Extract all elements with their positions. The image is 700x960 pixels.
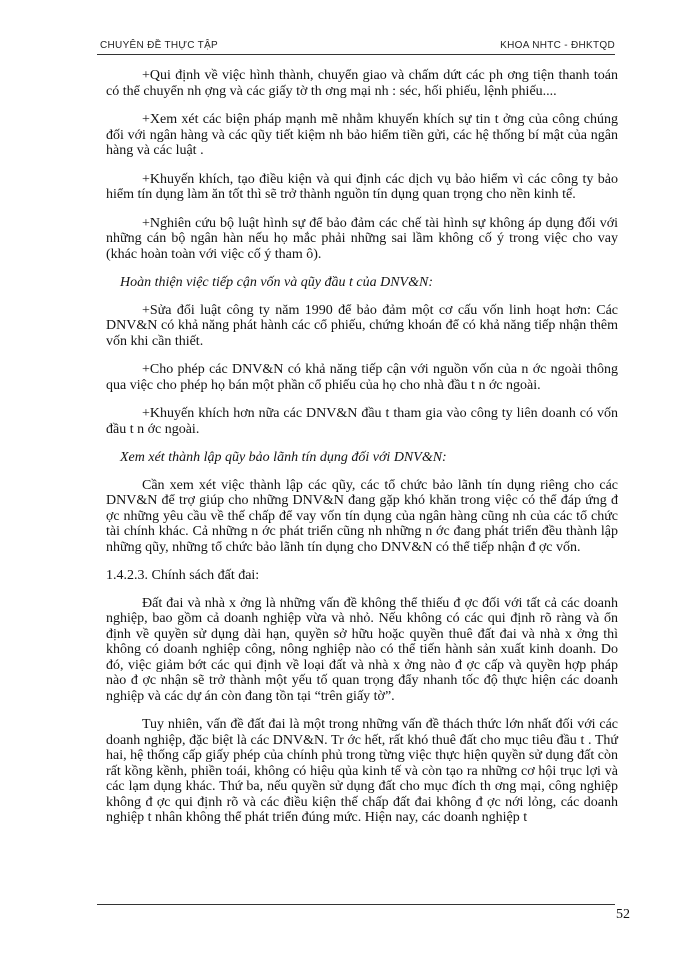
paragraph: Đất đai và nhà x ởng là những vấn đề không thể thiếu đ ợc đối với tất cả các doanh nghiệp, bao gồm cả doanh nghiệp vừa và nhỏ. Nếu không có các qui định rõ ràng và ổn định về quyền sử dụng dài hạn, quyền sở hữu hoặc quyền thuê đất đai và nhà x ởng thì không có doanh nghiệp công, nông nghiệp nào có thể tiến hành sản xuất kinh doanh. Do đó, việc giảm bớt các qui định về loại đất và nhà x ởng nào đ ợc cấp và quyền hợp pháp nào đ ợc nhận sẽ trở thành một yếu tố quan trọng đẩy nhanh tốc độ thực hiện các doanh nghiệp và các dự án còn đang tồn tại “trên giấy tờ”. bbox=[106, 595, 618, 704]
page-header bbox=[97, 36, 615, 55]
page-number: 52 bbox=[616, 907, 630, 922]
paragraph: Cần xem xét việc thành lập các qũy, các tổ chức bảo lãnh tín dụng riêng cho các DNV&N để trợ giúp cho những DNV&N đang gặp khó khăn trong việc có thể đáp ứng đ ợc những yêu cầu về thế chấp để vay vốn tín dụng của ngân hàng cũng nh của các tổ chức tài chính khác. Cả những n ớc phát triển cũng nh những n ớc đang phát triển đều thành lập những qũy, những tổ chức bảo lãnh tín dụng cho DNV&N có thể tiếp nhận đ ợc vốn. bbox=[106, 477, 618, 555]
italic-subheading: Hoàn thiện việc tiếp cận vốn và qũy đầu t của DNV&N: bbox=[120, 275, 433, 290]
document-body bbox=[106, 68, 618, 839]
paragraph: +Xem xét các biện pháp mạnh mẽ nhằm khuyến khích sự tin t ởng của công chúng đối với ngân hàng và các qũy tiết kiệm nh bảo hiểm tiền gửi, các hệ thống bí mật của ngân hàng và các luật . bbox=[106, 112, 618, 158]
paragraph: +Sửa đổi luật công ty năm 1990 để bảo đảm một cơ cấu vốn linh hoạt hơn: Các DNV&N có khả năng phát hành các cổ phiếu, chứng khoán để có khả năng tiếp nhận thêm vốn khi cần thiết. bbox=[106, 302, 618, 349]
paragraph: +Khuyến khích hơn nữa các DNV&N đầu t tham gia vào công ty liên doanh có vốn đầu t n ớc ngoài. bbox=[106, 406, 618, 437]
paragraph: Tuy nhiên, vấn đề đất đai là một trong những vấn đề thách thức lớn nhất đối với các doanh nghiệp, đặc biệt là các DNV&N. Tr ớc hết, rất khó thuê đất cho mục tiêu đầu t . Thứ hai, hệ thống cấp giấy phép của chính phủ trong từng việc thực hiện quyền sử dụng đất còn rất kồng kềnh, phiền toái, không có hiệu qủa kinh tế và còn tạo ra những cơ hội trục lợi và các lạm dụng khác. Thứ ba, nếu quyền sử dụng đất cho mục đích th ơng mại, công nghiệp không đ ợc qui định rõ và các điều kiện thế chấp đất đai không đ ợc nới lỏng, các doanh nghiệp t nhân không thể phát triển đúng mức. Hiện nay, các doanh nghiệp t bbox=[106, 717, 618, 825]
header-left-title: CHUYÊN ĐỀ THỰC TẬP bbox=[100, 40, 219, 51]
italic-subheading: Xem xét thành lập qũy bảo lãnh tín dụng đối với DNV&N: bbox=[120, 450, 447, 465]
footer-divider bbox=[97, 904, 615, 905]
paragraph: +Cho phép các DNV&N có khả năng tiếp cận với nguồn vốn của n ớc ngoài thông qua việc cho phép họ bán một phần cổ phiếu của họ cho nhà đầu t n ớc ngoài. bbox=[106, 362, 618, 393]
paragraph: +Khuyến khích, tạo điều kiện và qui định các dịch vụ bảo hiểm vì các công ty bảo hiểm tín dụng làm ăn tốt thì sẽ trở thành nguồn tín dụng quan trọng cho nền kinh tế. bbox=[106, 171, 618, 202]
section-heading: 1.4.2.3. Chính sách đất đai: bbox=[106, 568, 260, 583]
paragraph: +Qui định về việc hình thành, chuyển giao và chấm dứt các ph ơng tiện thanh toán có thể chuyển nh ợng và các giấy tờ th ơng mại nh : séc, hối phiếu, lệnh phiếu.... bbox=[106, 68, 618, 99]
header-right-title: KHOA NHTC - ĐHKTQD bbox=[500, 40, 615, 51]
paragraph: +Nghiên cứu bộ luật hình sự để bảo đảm các chế tài hình sự không áp dụng đối với những cán bộ ngân hàn nếu họ mắc phải những sai lầm không cố ý trong việc cho vay (khác hoàn toàn với việc cố ý tham ô). bbox=[106, 215, 618, 262]
